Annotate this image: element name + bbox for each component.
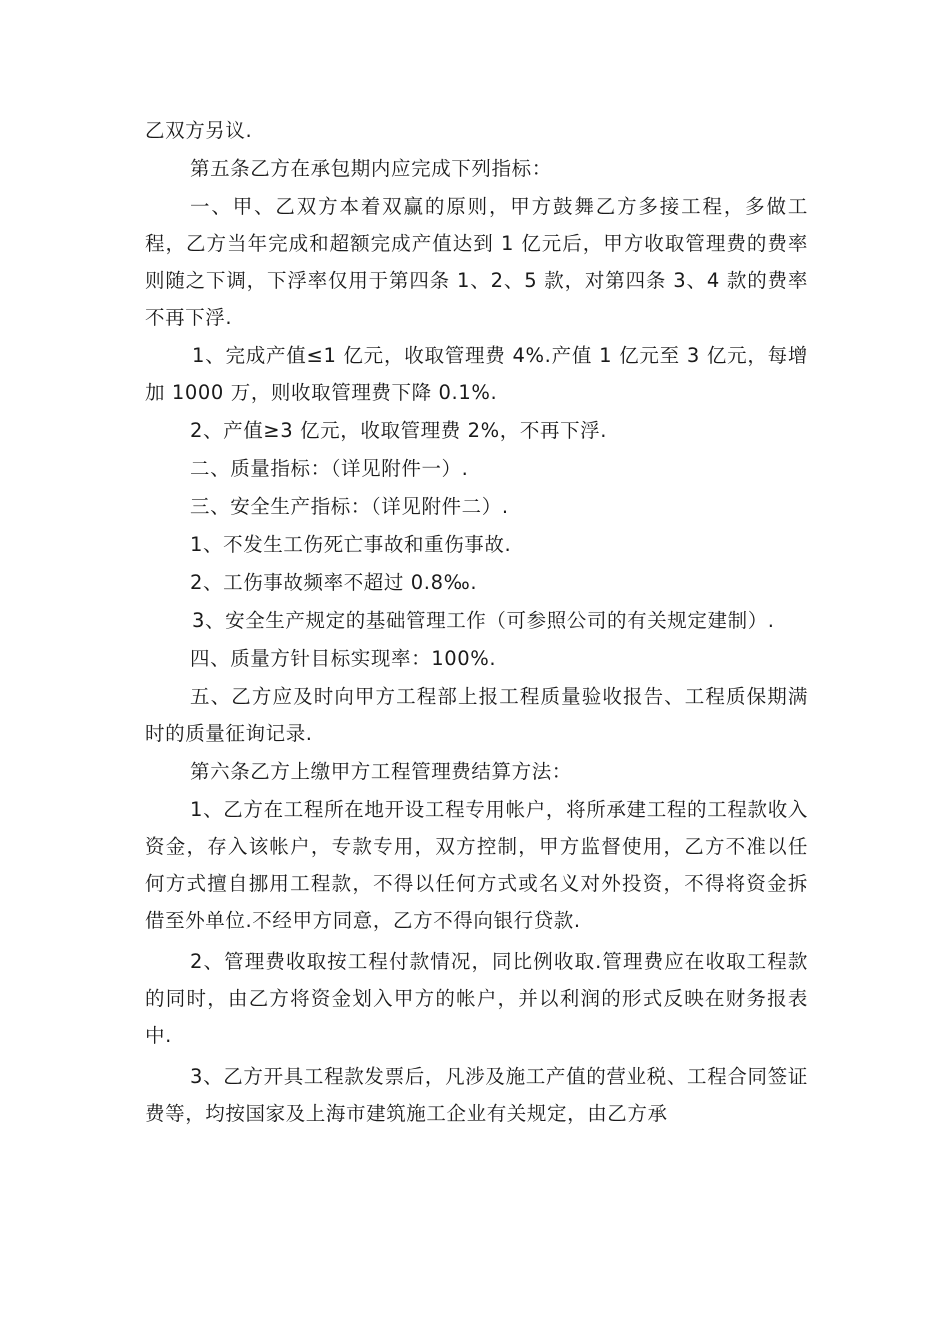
article-5-item-3-sub-1: 1、不发生工伤死亡事故和重伤事故.: [190, 533, 512, 556]
article-5-item-2: 二、质量指标：（详见附件一）.: [190, 457, 469, 480]
article-5-item-4: 四、质量方针目标实现率：100%.: [190, 647, 497, 670]
article-5-item-3: 三、安全生产指标：（详见附件二）.: [190, 495, 509, 518]
article-5-item-5: 五、乙方应及时向甲方工程部上报工程质量验收报告、工程质保期满时的质量征询记录.: [145, 685, 808, 745]
article-5-item-1-sub-1: 1、完成产值≤1 亿元，收取管理费 4%.产值 1 亿元至 3 亿元，每增加 1000 万，则收取管理费下降 0.1%.: [145, 344, 808, 404]
article-5-heading: 第五条乙方在承包期内应完成下列指标：: [190, 157, 552, 180]
article-6-heading: 第六条乙方上缴甲方工程管理费结算方法：: [190, 760, 572, 783]
article-5-item-1: 一、甲、乙双方本着双赢的原则，甲方鼓舞乙方多接工程，多做工程，乙方当年完成和超额完成产值达到 1 亿元后，甲方收取管理费的费率则随之下调，下浮率仅用于第四条 1、2、5 款，对第四条 3、4 款的费率不再下浮.: [145, 195, 808, 329]
article-6-item-2: 2、管理费收取按工程付款情况，同比例收取.管理费应在收取工程款的同时，由乙方将资金划入甲方的帐户，并以利润的形式反映在财务报表中.: [145, 950, 808, 1047]
paragraph-continuation: 乙双方另议.: [145, 119, 253, 142]
article-5-item-3-sub-3: 3、安全生产规定的基础管理工作（可参照公司的有关规定建制）.: [192, 609, 775, 632]
article-5-item-1-sub-2: 2、产值≥3 亿元，收取管理费 2%，不再下浮.: [190, 419, 608, 442]
article-6-item-3: 3、乙方开具工程款发票后，凡涉及施工产值的营业税、工程合同签证费等，均按国家及上海市建筑施工企业有关规定，由乙方承: [145, 1065, 808, 1125]
document-body: [145, 112, 808, 1132]
article-6-item-1: 1、乙方在工程所在地开设工程专用帐户，将所承建工程的工程款收入资金，存入该帐户，专款专用，双方控制，甲方监督使用，乙方不准以任何方式擅自挪用工程款，不得以任何方式或名义对外投资，不得将资金拆借至外单位.不经甲方同意，乙方不得向银行贷款.: [145, 798, 808, 932]
article-5-item-3-sub-2: 2、工伤事故频率不超过 0.8‰.: [190, 571, 478, 594]
